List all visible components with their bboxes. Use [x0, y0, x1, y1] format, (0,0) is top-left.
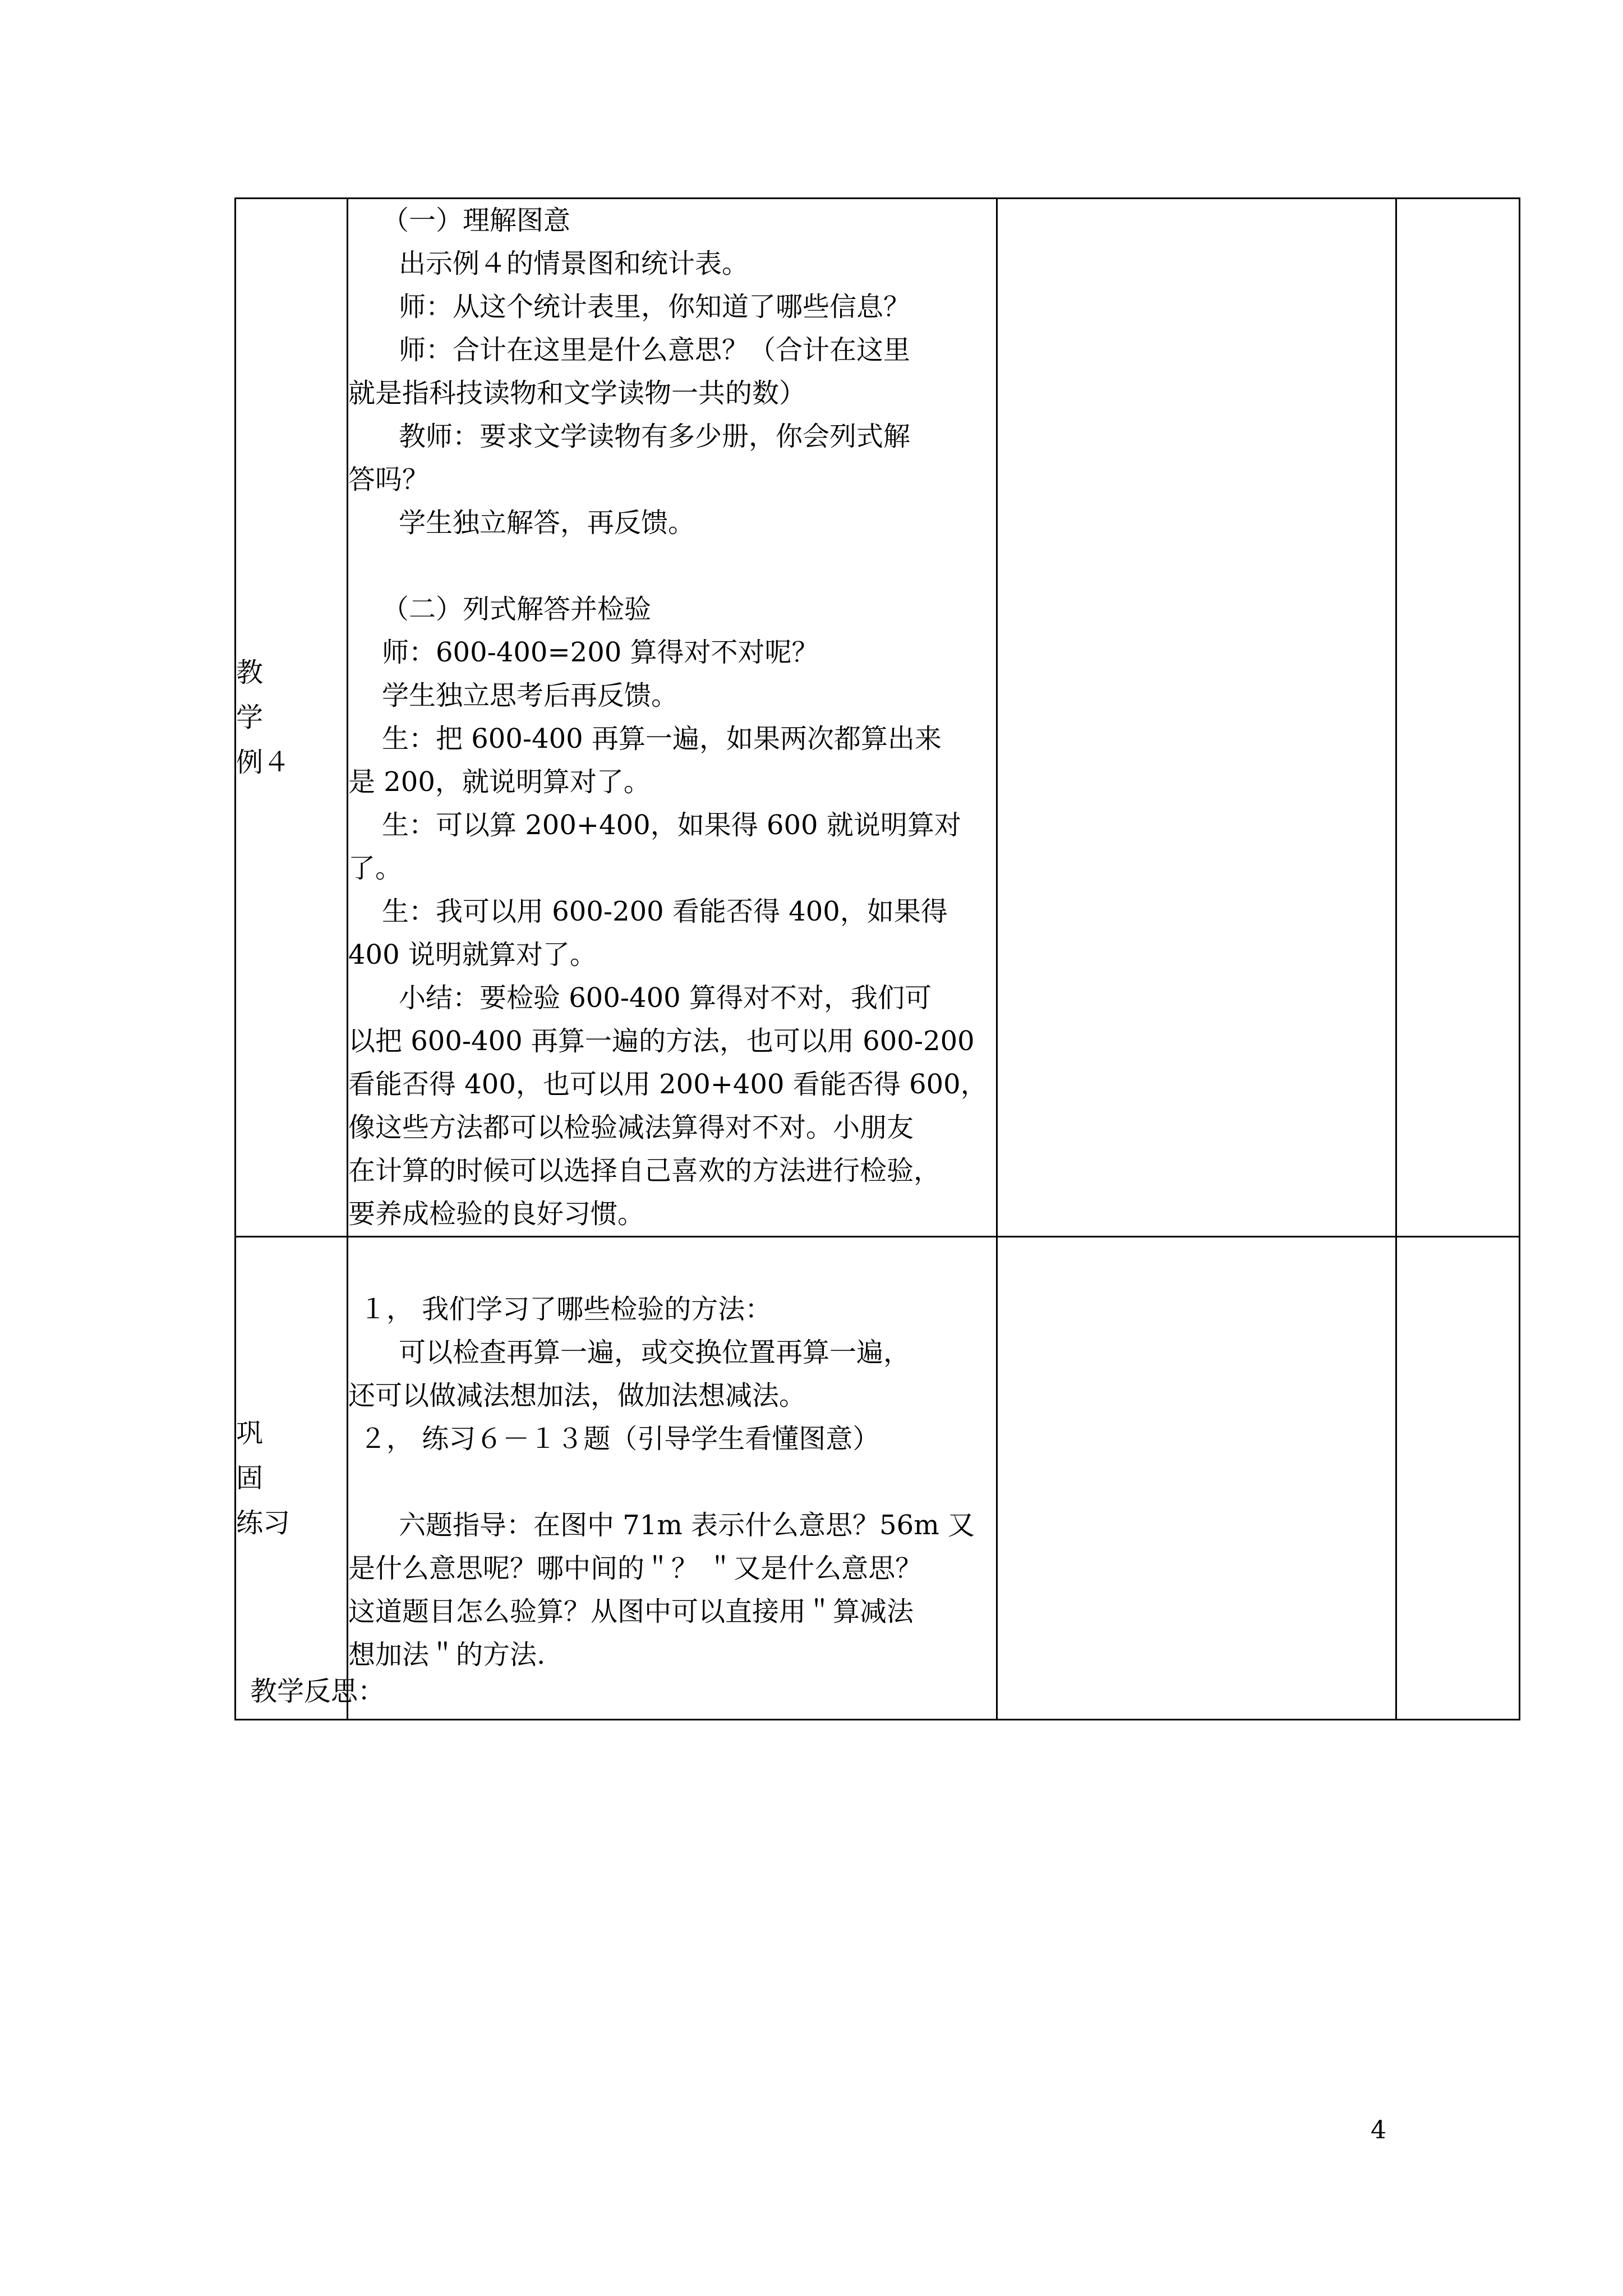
lesson-content-example4 [348, 199, 997, 1237]
content-line: 小结：要检验 600-400 算得对不对，我们可 [399, 982, 932, 1014]
label-line: 练习 [236, 1507, 291, 1539]
content-line: （二）列式解答并检验 [382, 593, 652, 625]
content-line: １， 我们学习了哪些检验的方法： [359, 1294, 772, 1325]
content-line: 这道题目怎么验算？从图中可以直接用＂算减法 [348, 1596, 914, 1627]
content-line: 400 说明就算对了。 [348, 939, 597, 970]
section-label-practice [236, 1237, 348, 1720]
content-line: 想加法＂的方法. [348, 1639, 546, 1671]
content-line: 要养成检验的良好习惯。 [348, 1198, 645, 1230]
content-line: 以把 600-400 再算一遍的方法，也可以用 600-200 [348, 1025, 975, 1057]
empty-cell [1396, 1237, 1520, 1720]
content-line: 答吗？ [348, 464, 430, 495]
content-line: （一）理解图意 [382, 205, 571, 236]
content-line: 师：600-400=200 算得对不对呢？ [382, 637, 819, 668]
empty-cell [997, 1237, 1396, 1720]
content-line: 学生独立思考后再反馈。 [382, 680, 679, 711]
label-line: 巩 固 [236, 1418, 324, 1494]
empty-cell [997, 199, 1396, 1237]
content-line: 可以检查再算一遍，或交换位置再算一遍， [399, 1337, 911, 1368]
label-line: 教 学 [236, 657, 324, 733]
content-line: 师：从这个统计表里，你知道了哪些信息？ [399, 291, 911, 323]
section-label-example4 [236, 199, 348, 1237]
lesson-content-practice [348, 1237, 997, 1720]
empty-cell [1396, 199, 1520, 1237]
content-line: 看能否得 400，也可以用 200+400 看能否得 600， [348, 1069, 988, 1100]
table-row-example4 [236, 199, 1520, 1237]
content-line: 学生独立解答，再反馈。 [399, 507, 695, 539]
content-line: 六题指导：在图中 71m 表示什么意思？56m 又 [399, 1510, 975, 1541]
content-line: 是什么意思呢？哪中间的＂？ ＂又是什么意思？ [348, 1553, 923, 1584]
table-row-practice [236, 1237, 1520, 1720]
content-line: 像这些方法都可以检验减法算得对不对。小朋友 [348, 1112, 914, 1143]
content-line: 生：可以算 200+400，如果得 600 就说明算对 [382, 809, 961, 841]
lesson-table [234, 197, 1520, 1720]
content-line: 就是指科技读物和文学读物一共的数） [348, 378, 806, 409]
content-line: 是 200，就说明算对了。 [348, 766, 651, 798]
content-line: 生：我可以用 600-200 看能否得 400，如果得 [382, 896, 948, 927]
content-line: 出示例４的情景图和统计表。 [399, 248, 749, 279]
content-line: 了。 [348, 853, 403, 884]
content-line: 生：把 600-400 再算一遍，如果两次都算出来 [382, 723, 942, 754]
content-line: ２， 练习６－１３题（引导学生看懂图意） [359, 1423, 880, 1455]
content-line: 教师：要求文学读物有多少册，你会列式解 [399, 421, 911, 452]
label-line: 例４ [236, 747, 291, 778]
reflection-label: 教学反思： [250, 1676, 385, 1707]
content-line: 在计算的时候可以选择自己喜欢的方法进行检验， [348, 1155, 941, 1186]
content-line: 还可以做减法想加法，做加法想减法。 [348, 1380, 806, 1411]
page-number: 4 [1371, 2116, 1386, 2145]
content-line: 师：合计在这里是什么意思？（合计在这里 [399, 334, 911, 366]
